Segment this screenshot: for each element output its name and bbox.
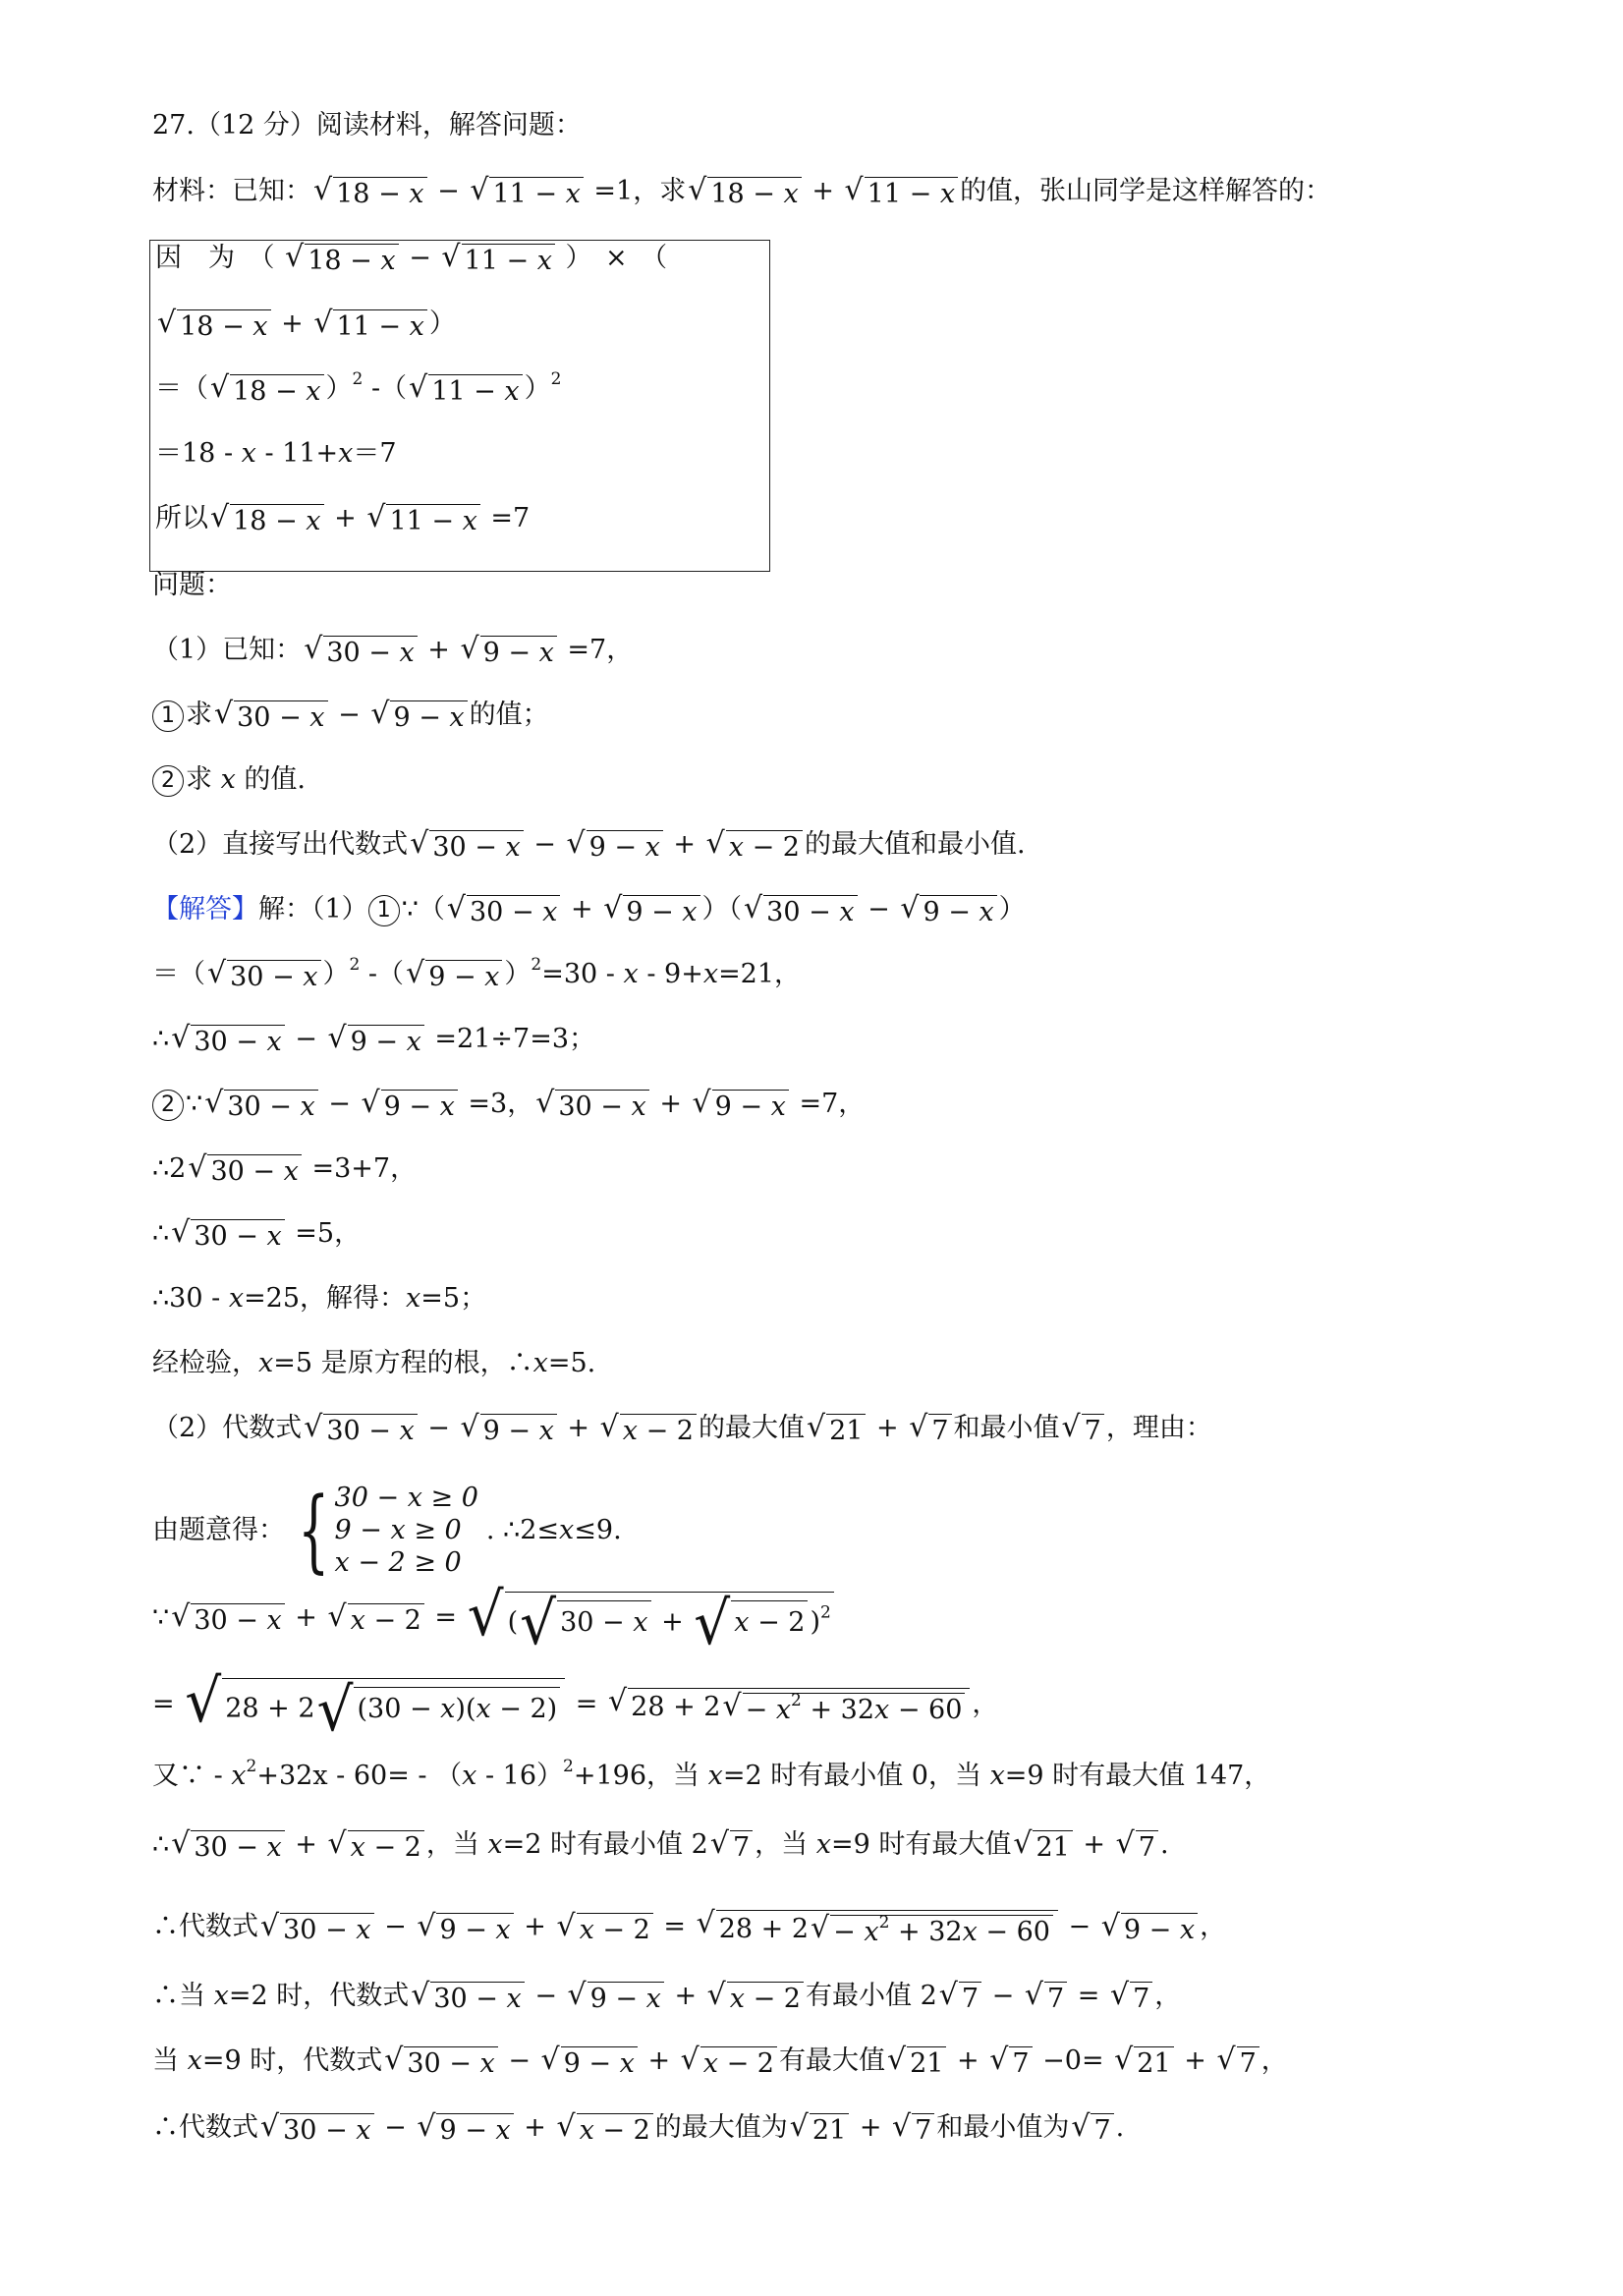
sqrt-radical: √ 30 − x — [384, 2043, 498, 2081]
sqrt-radical: √ 30 − x — [171, 1826, 285, 1865]
sqrt-radical: √ 7 — [892, 2109, 934, 2148]
system-line: 30 − x ≥ 0 — [334, 1483, 478, 1513]
sqrt-radical: √ 7 — [1110, 1978, 1152, 2016]
problem-heading: 27.（12 分）阅读材料，解答问题： — [152, 110, 582, 140]
sqrt-radical: √ − $x^2 + 32x - 60$ — [811, 1911, 1053, 1949]
sqrt-radical: √ 21 — [1114, 2043, 1173, 2081]
q2-statement: （2）直接写出代数式 √ 30 − x − √ 9 − x + √ x − 2 的最大值和最小值. — [152, 826, 1026, 863]
sqrt-radical: √ 21 — [790, 2109, 849, 2148]
sqrt-radical: √ 7 — [1216, 2043, 1259, 2081]
sqrt-radical: √ 30 − x — [171, 1021, 285, 1059]
sqrt-radical: √ 9 − x — [328, 1021, 424, 1059]
sqrt-radical: √ x − 2 — [681, 2043, 777, 2081]
sqrt-radical: √ 28 + 2 √ − $x^2 + 32x - 60$ — [608, 1684, 970, 1727]
sqrt-radical: √ − $x^2 + 32x - 60$ — [722, 1689, 965, 1727]
sqrt-radical: √ 30 − x — [304, 1410, 418, 1448]
answer-line-3: ∴ √ 30 − x − √ 9 − x =21÷7=3； — [152, 1021, 596, 1057]
sqrt-radical: √ 7 — [1116, 1826, 1158, 1865]
sqrt-radical: √ 9 − x — [567, 826, 663, 865]
sqrt-radical: √ x − 2 — [707, 1978, 804, 2016]
sqrt-radical: √ 18 − x — [210, 500, 324, 538]
sqrt-radical: √ 18 − x — [285, 240, 399, 278]
sqrt-radical: √ 9 − x — [603, 891, 700, 929]
brace-symbol: { — [298, 1477, 330, 1583]
answer-line-11: ∵ √ 30 − x + √ x − 2 = √ ( √ 30 − x + √ x − 2 )$^2$ — [152, 1584, 836, 1653]
answer-line-14: ∴ √ 30 − x + √ x − 2 ，当 x=2 时有最小值 2 √ 7 ，当 x=9 时有最大值 √ 21 + √ 7 . — [152, 1826, 1169, 1863]
sqrt-radical: √ 9 − x — [417, 2109, 513, 2148]
system-line: 9 − x ≥ 0 — [334, 1515, 462, 1545]
sqrt-radical: √ 7 — [939, 1978, 981, 2016]
sqrt-radical: √ 9 − x — [362, 1086, 458, 1124]
sqrt-radical: √ ( √ 30 − x + √ x − 2 )$^2$ — [468, 1584, 834, 1653]
sqrt-radical: √ 30 − x — [520, 1593, 650, 1653]
sqrt-radical: √ 21 — [1013, 1826, 1072, 1865]
sqrt-radical: √ x − 2 — [328, 1826, 424, 1865]
sqrt-radical: √ 30 − x — [447, 891, 561, 929]
sqrt-radical: √ 9 − x — [693, 1086, 789, 1124]
sqrt-radical: √ 9 − x — [461, 1410, 557, 1448]
box-line-3: ＝（ √ 18 − x ）$^2$ -（ √ 11 − x ）$^2$ — [155, 369, 562, 407]
answer-line-2: ＝（ √ 30 − x ）$^2$ -（ √ 9 − x ）$^2$=30 - x - 9+x=21， — [152, 955, 802, 992]
q1-given: （1）已知： √ 30 − x + √ 9 − x =7， — [152, 632, 634, 668]
sqrt-radical: √ 11 − x — [845, 173, 959, 211]
sqrt-radical: √ 11 − x — [409, 370, 523, 409]
sqrt-radical: √ 9 − x — [406, 956, 502, 994]
answer-line-15: ∴代数式 √ 30 − x − √ 9 − x + √ x − 2 = √ 28 + 2 √ − $x^2 + 32x - 60$ − √ 9 − x ， — [152, 1906, 1227, 1947]
sqrt-radical: √ 30 − x — [171, 1215, 285, 1254]
answer-line-9: （2）代数式 √ 30 − x − √ 9 − x + √ x − 2 的最大值 √ 21 + √ 7 和最小值 √ 7 ，理由： — [152, 1410, 1212, 1446]
answer-line-8: 经检验，x=5 是原方程的根，∴x=5. — [152, 1348, 596, 1378]
circled-number: 1 — [368, 895, 400, 926]
sqrt-radical: √ x − 2 — [600, 1410, 697, 1448]
sqrt-radical: √ 21 — [807, 1410, 866, 1448]
sqrt-radical: √ 9 − x — [900, 891, 996, 929]
sqrt-radical: √ 11 − x — [366, 500, 480, 538]
material-statement: 材料：已知： √ 18 − x − √ 11 − x =1，求 √ 18 − x + √ 11 − x 的值，张山同学是这样解答的： — [152, 173, 1332, 209]
sqrt-radical: √ 28 + 2 √ − $x^2 + 32x - 60$ — [697, 1906, 1058, 1949]
sqrt-radical: √ 7 — [909, 1410, 951, 1448]
sqrt-radical: √ 18 − x — [157, 306, 271, 344]
sqrt-radical: √ 30 − x — [188, 1150, 302, 1189]
question-label: 问题： — [152, 570, 232, 600]
system-line: x − 2 ≥ 0 — [334, 1547, 462, 1578]
sqrt-radical: √ 30 − x — [744, 891, 858, 929]
system-label: 由题意得： — [152, 1514, 285, 1545]
sqrt-radical: √ 11 − x — [470, 173, 584, 211]
answer-line-6: ∴ √ 30 − x =5， — [152, 1215, 362, 1252]
answer-line-12: = √ 28 + 2 √ (30 − x)(x − 2) = √ 28 + 2 √ − $x^2 + 32x - 60$ ， — [152, 1665, 999, 1745]
sqrt-radical: √ 30 − x — [304, 632, 418, 670]
sqrt-radical: √ 30 − x — [411, 1978, 525, 2016]
sqrt-radical: √ 30 − x — [207, 956, 321, 994]
sqrt-radical: √ 30 − x — [171, 1599, 285, 1638]
box-line-1: 因 为 （ √ 18 − x − √ 11 − x ） × （ — [155, 240, 668, 276]
q1-part1: 1 求 √ 30 − x − √ 9 − x 的值； — [152, 696, 549, 735]
circled-number: 2 — [152, 765, 184, 797]
system-tail: . ∴2≤x≤9. — [485, 1515, 622, 1545]
sqrt-radical: √ 7 — [1025, 1978, 1067, 2016]
sqrt-radical: √ 18 − x — [688, 173, 802, 211]
answer-line-18: ∴代数式 √ 30 − x − √ 9 − x + √ x − 2 的最大值为 √ 21 + √ 7 和最小值为 √ 7 . — [152, 2109, 1125, 2146]
circled-number: 1 — [152, 700, 184, 732]
sqrt-radical: √ x − 2 — [328, 1599, 424, 1638]
box-line-4: ＝18 - x - 11+x＝7 — [155, 438, 397, 469]
answer-line-16: ∴当 x=2 时，代数式 √ 30 − x − √ 9 − x + √ x − 2 有最小值 2 √ 7 − √ 7 = √ 7 ， — [152, 1978, 1182, 2014]
sqrt-radical: √ 9 − x — [417, 1909, 513, 1947]
sqrt-radical: √ 7 — [989, 2043, 1032, 2081]
sqrt-radical: √ 30 − x — [260, 2109, 374, 2148]
sqrt-radical: √ x − 2 — [706, 826, 803, 865]
sqrt-radical: √ 7 — [1071, 2109, 1113, 2148]
answer-line-5: ∴2 √ 30 − x =3+7， — [152, 1150, 418, 1187]
q1-part2: 2 求 x 的值. — [152, 760, 306, 800]
answer-line-17: 当 x=9 时，代数式 √ 30 − x − √ 9 − x + √ x − 2 有最大值 √ 21 + √ 7 −0= √ 21 + √ 7 ， — [152, 2043, 1288, 2079]
sqrt-radical: √ 9 − x — [1101, 1909, 1198, 1947]
sqrt-radical: √ 30 − x — [214, 697, 328, 735]
answer-line-13: 又∵ - $x^2+32x - 60= - (x - 16)^2+196$，当 x=2 时有最小值 0，当 x=9 时有最大值 147， — [152, 1757, 1271, 1791]
sqrt-radical: √ 9 − x — [568, 1978, 664, 2016]
sqrt-radical: √ x − 2 — [556, 2109, 652, 2148]
sqrt-radical: √ 30 − x — [260, 1909, 374, 1947]
box-line-5: 所以 √ 18 − x + √ 11 − x =7 — [155, 500, 531, 536]
sqrt-radical: √ 30 − x — [535, 1086, 649, 1124]
sqrt-radical: √ 9 − x — [461, 632, 557, 670]
sqrt-radical: √ 9 − x — [370, 697, 467, 735]
sqrt-radical: √ 21 — [887, 2043, 946, 2081]
sqrt-radical: √ 7 — [1062, 1410, 1104, 1448]
circled-number: 2 — [152, 1090, 184, 1121]
sqrt-radical: √ 11 − x — [313, 306, 427, 344]
sqrt-radical: √ 9 − x — [541, 2043, 638, 2081]
sqrt-radical: √ 28 + 2 √ (30 − x)(x − 2) — [185, 1670, 565, 1740]
answer-line-7: ∴30 - x=25，解得：x=5； — [152, 1283, 487, 1314]
sqrt-radical: √ 30 − x — [410, 826, 524, 865]
system-lines — [335, 1482, 478, 1579]
sqrt-radical: √ 18 − x — [210, 370, 324, 409]
inequality-system — [152, 1477, 622, 1583]
box-line-2: √ 18 − x + √ 11 − x ） — [157, 306, 456, 342]
sqrt-radical: √ 18 − x — [313, 173, 427, 211]
answer-line-4: 2 ∵ √ 30 − x − √ 9 − x =3， √ 30 − x + √ 9 − x =7， — [152, 1085, 865, 1124]
sqrt-radical: √ 30 − x — [204, 1086, 318, 1124]
sqrt-radical: √ 11 − x — [441, 240, 555, 278]
sqrt-radical: √ x − 2 — [556, 1909, 652, 1947]
sqrt-radical: √ (30 − x)(x − 2) — [317, 1679, 561, 1740]
sqrt-radical: √ x − 2 — [694, 1593, 808, 1653]
answer-line-1: 【解答】解：（1） 1 ∵（ √ 30 − x + √ 9 − x ）（ √ 30 − x − √ 9 − x ） — [152, 891, 1026, 927]
sqrt-radical: √ 7 — [710, 1826, 753, 1865]
